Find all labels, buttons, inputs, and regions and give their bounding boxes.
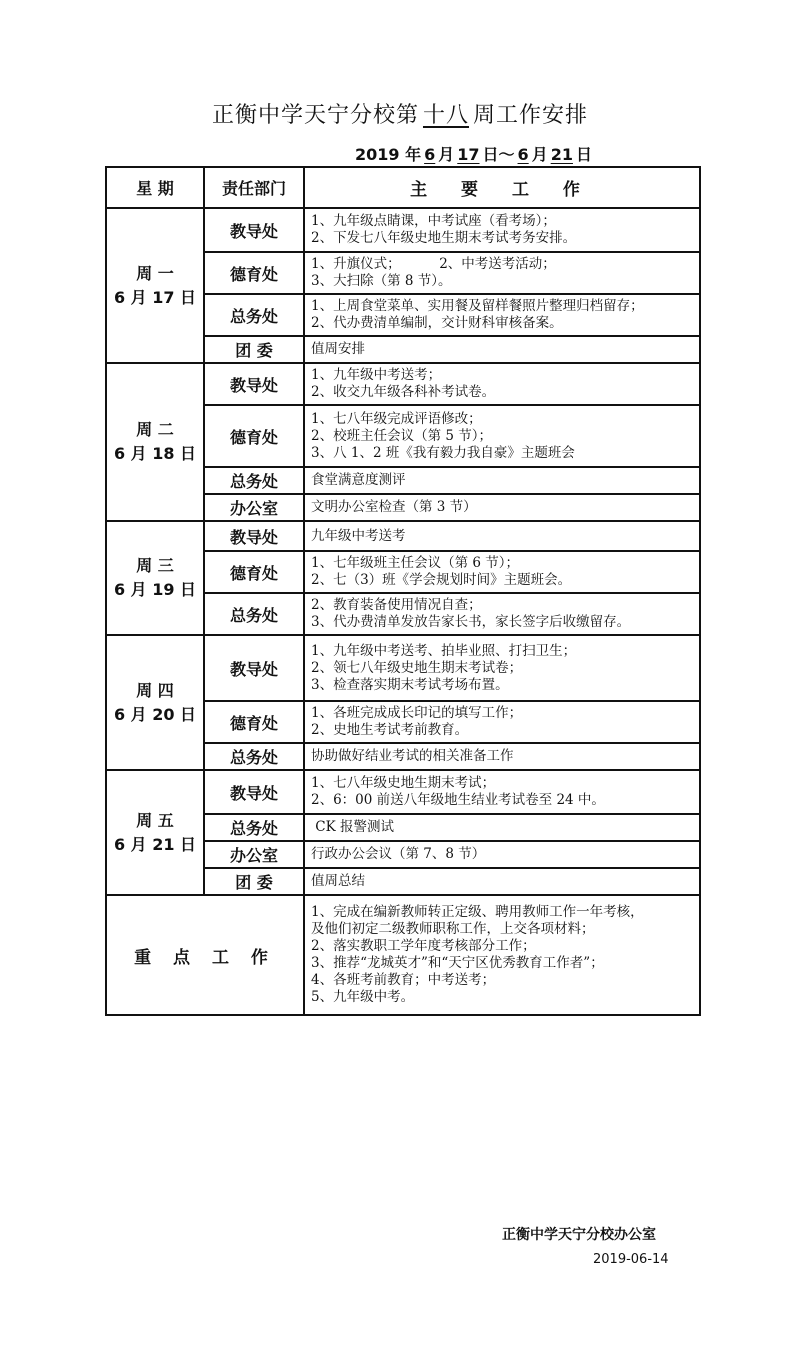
- work-line: 2、七（3）班《学会规划时间》主题班会。: [311, 572, 572, 588]
- work-line: 2、校班主任会议（第 5 节）；: [311, 427, 493, 444]
- date-range: [355, 142, 592, 165]
- day-cell: [106, 521, 204, 635]
- focus-row: [106, 895, 700, 1015]
- weekday-label: 周 一: [136, 263, 174, 283]
- work-line: CK 报警测试: [311, 819, 394, 835]
- department-cell: 教导处: [204, 521, 304, 551]
- date-month-label-1: 月: [438, 145, 455, 164]
- title-suffix: 周工作安排: [473, 103, 589, 128]
- date-day-label-1: 日～: [482, 145, 515, 164]
- date-day-label-2: 日: [575, 145, 592, 164]
- title-week-number: 十八: [422, 103, 469, 128]
- work-cell: [304, 868, 700, 895]
- schedule-row: [106, 635, 700, 701]
- work-line: 1、七八年级完成评语修改；: [311, 410, 482, 427]
- day-date: 6 月 17 日: [113, 287, 197, 307]
- work-cell: [304, 294, 700, 336]
- focus-line: 2、落实教职工学年度考核部分工作；: [311, 938, 536, 954]
- focus-line: 3、推荐“龙城英才”和“天宁区优秀教育工作者”；: [311, 955, 604, 971]
- department-cell: 总务处: [204, 743, 304, 770]
- header-work: 主 要 工 作: [304, 167, 700, 208]
- department-cell: 德育处: [204, 551, 304, 593]
- work-line: 1、七年级班主任会议（第 6 节）；: [311, 555, 520, 571]
- footer-date: 2019-06-14: [593, 1252, 669, 1267]
- work-line: 2、代办费清单编制，交计财科审核备案。: [311, 315, 563, 331]
- work-line: 1、九年级中考送考、拍毕业照、打扫卫生；: [311, 642, 577, 659]
- focus-work-cell: [304, 895, 700, 1015]
- work-cell: [304, 405, 700, 467]
- work-line: 1、各班完成成长印记的填写工作；: [311, 705, 523, 721]
- focus-label: 重 点 工 作: [106, 895, 304, 1015]
- department-cell: 办公室: [204, 494, 304, 521]
- date-start-month: 6: [424, 145, 436, 164]
- work-cell: [304, 743, 700, 770]
- work-line: 1、上周食堂菜单、实用餐及留样餐照片整理归档留存；: [311, 298, 644, 314]
- date-end-day: 21: [550, 145, 573, 164]
- work-cell: [304, 593, 700, 635]
- day-cell: [106, 363, 204, 521]
- day-cell: [106, 770, 204, 895]
- work-line: 值周总结: [311, 873, 365, 889]
- schedule-table: [105, 166, 701, 1016]
- work-cell: [304, 814, 700, 841]
- work-cell: [304, 635, 700, 701]
- title-prefix: 正衡中学天宁分校第: [211, 103, 419, 128]
- weekday-label: 周 二: [136, 420, 174, 439]
- work-line: 3、大扫除（第 8 节）。: [311, 273, 452, 289]
- work-cell: [304, 551, 700, 593]
- work-cell: [304, 252, 700, 294]
- department-cell: 教导处: [204, 635, 304, 701]
- work-cell: [304, 494, 700, 521]
- department-cell: 团 委: [204, 868, 304, 895]
- department-cell: 教导处: [204, 770, 304, 814]
- work-line: 值周安排: [311, 341, 365, 357]
- footer-organization: 正衡中学天宁分校办公室: [502, 1227, 656, 1243]
- header-row: [106, 167, 700, 208]
- work-line: 食堂满意度测评: [311, 472, 406, 488]
- work-line: 3、八 1、2 班《我有毅力我自豪》主题班会: [311, 444, 575, 461]
- department-cell: 德育处: [204, 252, 304, 294]
- weekday-label: 周 四: [136, 680, 174, 700]
- work-line: 3、检查落实期末考试考场布置。: [311, 676, 509, 693]
- department-cell: 教导处: [204, 208, 304, 252]
- work-line: 文明办公室检查（第 3 节）: [311, 499, 477, 515]
- work-cell: [304, 363, 700, 405]
- schedule-row: [106, 770, 700, 814]
- focus-line: 4、各班考前教育；中考送考；: [311, 972, 496, 988]
- work-line: 2、下发七八年级史地生期末考试考务安排。: [311, 230, 577, 246]
- focus-line: 及他们初定二级教师职称工作，上交各项材料；: [311, 921, 595, 937]
- work-line: 1、九年级点睛课，中考试座（看考场）；: [311, 213, 556, 229]
- document-title: [0, 98, 800, 129]
- work-line: 3、代办费清单发放告家长书，家长签字后收缴留存。: [311, 614, 631, 630]
- department-cell: 总务处: [204, 593, 304, 635]
- work-cell: [304, 208, 700, 252]
- date-end-month: 6: [517, 145, 529, 164]
- department-cell: 总务处: [204, 294, 304, 336]
- header-dept: 责任部门: [204, 167, 304, 208]
- work-cell: [304, 841, 700, 868]
- weekday-label: 周 五: [136, 810, 174, 830]
- day-date: 6 月 19 日: [113, 580, 197, 599]
- department-cell: 办公室: [204, 841, 304, 868]
- department-cell: 德育处: [204, 405, 304, 467]
- day-date: 6 月 20 日: [113, 704, 197, 724]
- work-line: 协助做好结业考试的相关准备工作: [311, 748, 514, 764]
- department-cell: 德育处: [204, 701, 304, 743]
- work-line: 2、领七八年级史地生期末考试卷；: [311, 659, 523, 676]
- work-line: 1、七八年级史地生期末考试；: [311, 775, 496, 791]
- header-day: 星 期: [106, 167, 204, 208]
- day-cell: [106, 635, 204, 770]
- date-month-label-2: 月: [531, 145, 548, 164]
- work-line: 1、九年级中考送考；: [311, 367, 442, 383]
- date-start-day: 17: [457, 145, 480, 164]
- work-cell: [304, 701, 700, 743]
- work-cell: [304, 521, 700, 551]
- focus-line: 1、完成在编新教师转正定级、聘用教师工作一年考核，: [311, 904, 644, 920]
- weekday-label: 周 三: [136, 556, 174, 575]
- work-line: 2、6：00 前送八年级地生结业考试卷至 24 中。: [311, 792, 605, 808]
- day-date: 6 月 21 日: [113, 834, 197, 854]
- work-line: 2、收交九年级各科补考试卷。: [311, 384, 496, 400]
- department-cell: 教导处: [204, 363, 304, 405]
- day-cell: [106, 208, 204, 363]
- focus-line: 5、九年级中考。: [311, 989, 415, 1005]
- work-line: 行政办公会议（第 7、8 节）: [311, 846, 486, 862]
- department-cell: 总务处: [204, 814, 304, 841]
- work-line: 九年级中考送考: [311, 527, 406, 544]
- schedule-row: [106, 208, 700, 252]
- schedule-row: [106, 521, 700, 551]
- department-cell: 总务处: [204, 467, 304, 494]
- day-date: 6 月 18 日: [113, 444, 197, 463]
- work-cell: [304, 336, 700, 363]
- date-year: 2019 年: [355, 145, 422, 164]
- work-cell: [304, 770, 700, 814]
- work-line: 2、史地生考试考前教育。: [311, 722, 469, 738]
- department-cell: 团 委: [204, 336, 304, 363]
- schedule-row: [106, 363, 700, 405]
- work-cell: [304, 467, 700, 494]
- work-line: 2、教育装备使用情况自查；: [311, 597, 482, 613]
- work-line: 1、升旗仪式； 2、中考送考活动；: [311, 256, 556, 272]
